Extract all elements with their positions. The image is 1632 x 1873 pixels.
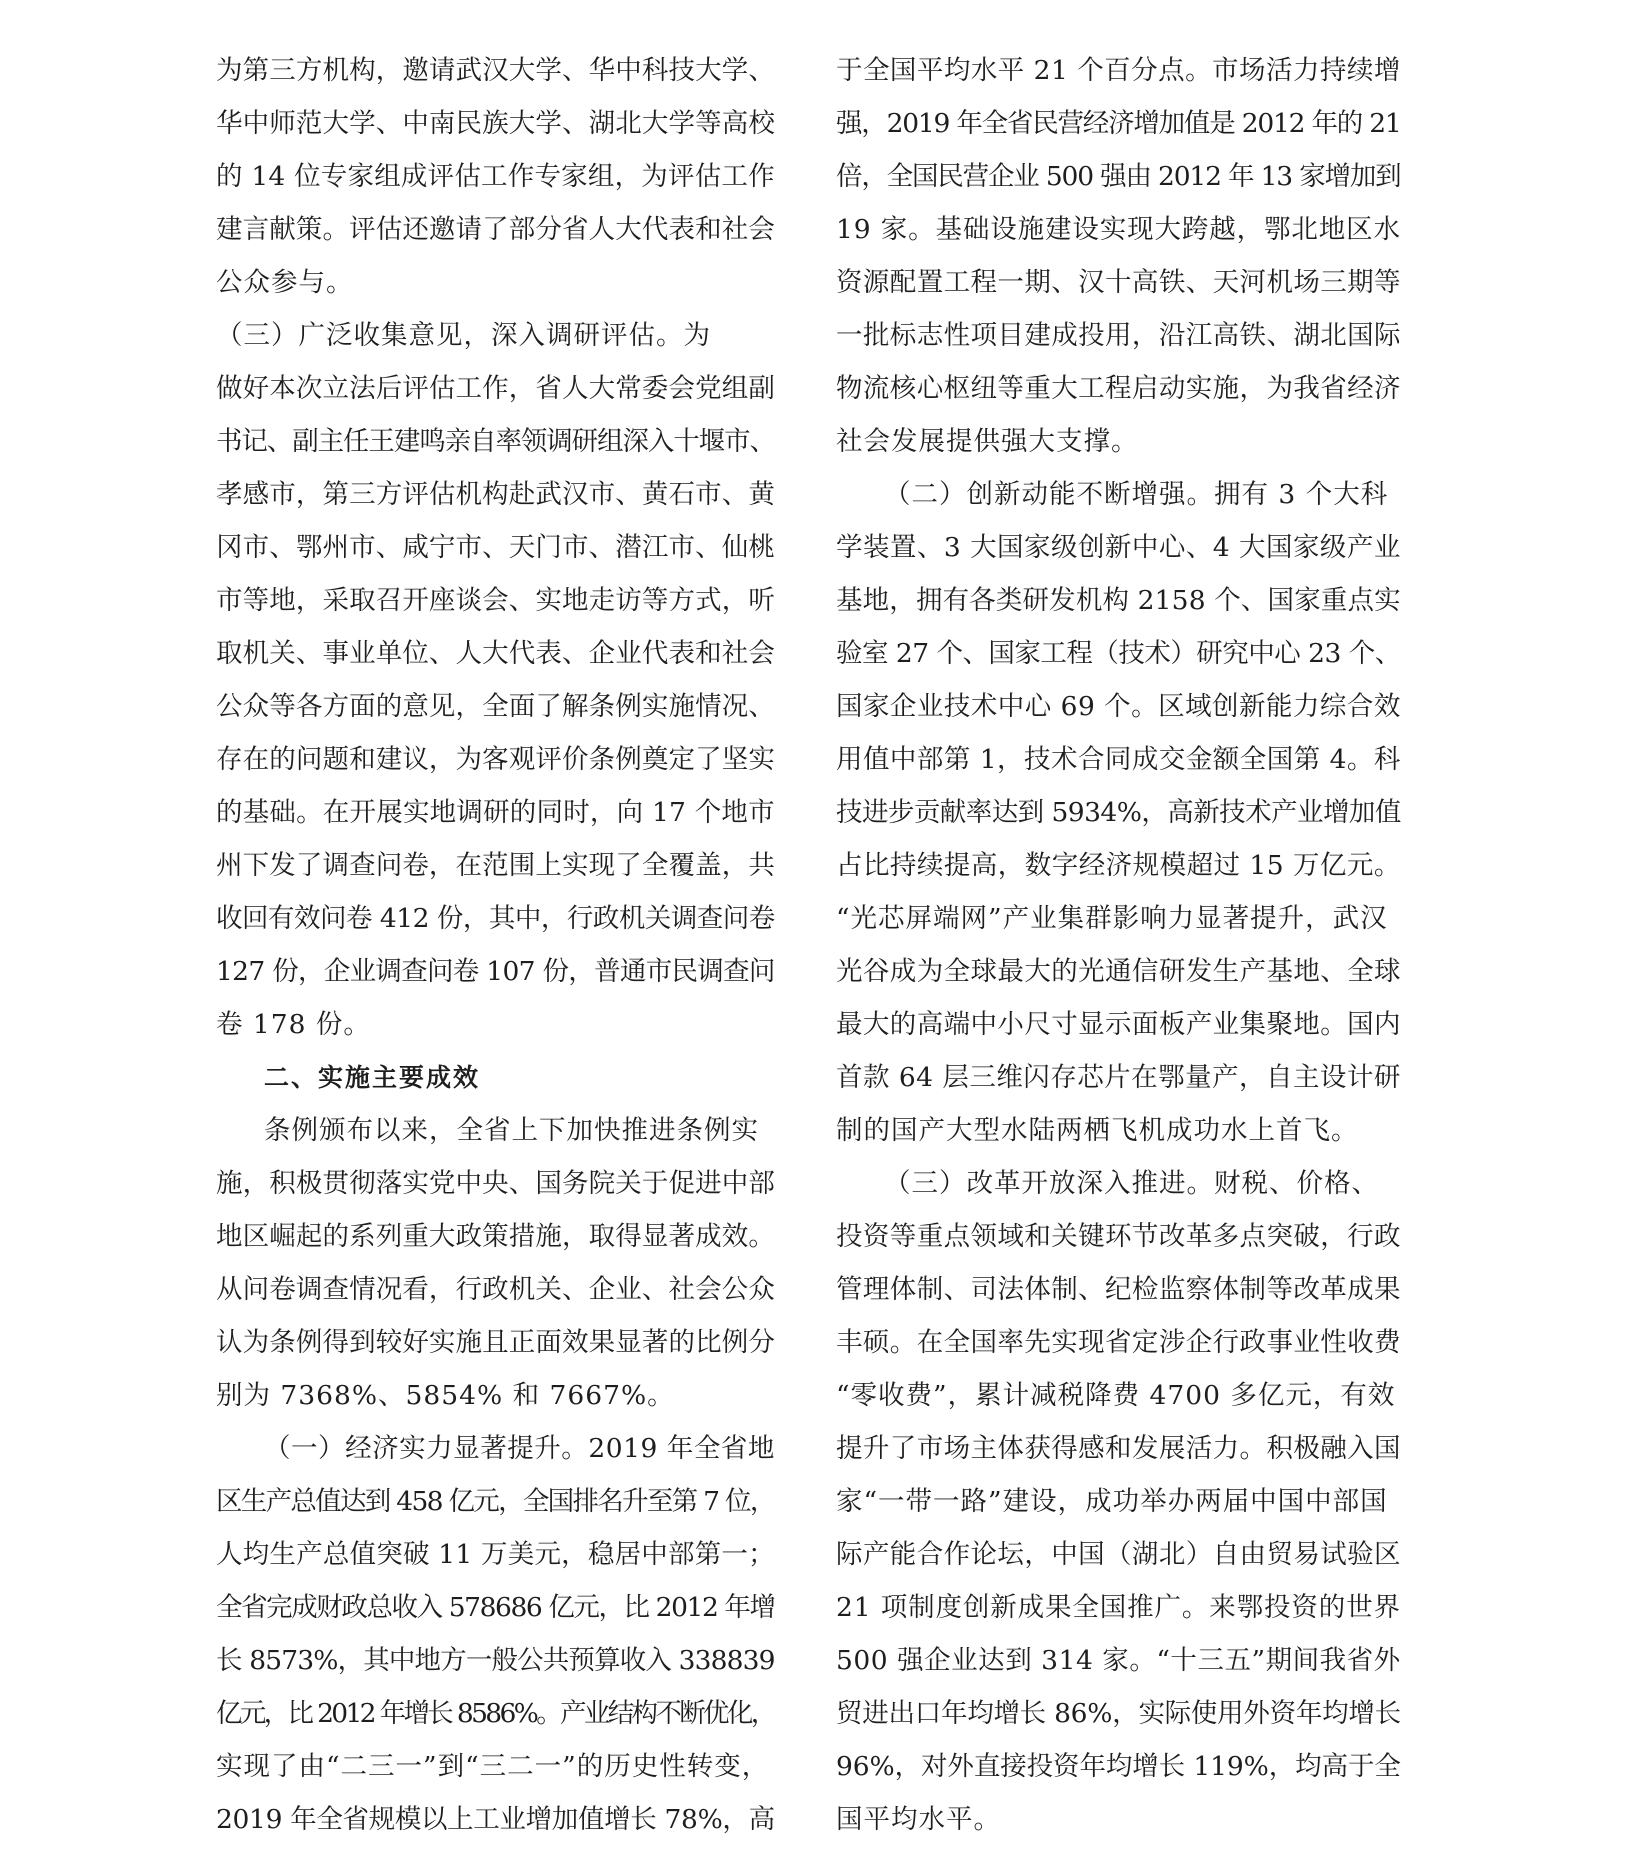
text-line: 96%，对外直接投资年均增长 119%，均高于全 bbox=[836, 1751, 1401, 1782]
text-line: “光芯屏端网”产业集群影响力显著提升，武汉 bbox=[836, 903, 1388, 934]
text-line: 投资等重点领域和关键环节改革多点突破，行政 bbox=[836, 1221, 1401, 1252]
text-line: 长 8573%，其中地方一般公共预算收入 338839 bbox=[216, 1645, 775, 1676]
paragraph-start-line: （三）改革开放深入推进。财税、价格、 bbox=[884, 1168, 1379, 1199]
text-line: 500 强企业达到 314 家。“十三五”期间我省外 bbox=[836, 1645, 1401, 1676]
text-line: 做好本次立法后评估工作，省人大常委会党组副 bbox=[216, 373, 775, 404]
text-line: 倍，全国民营企业 500 强由 2012 年 13 家增加到 bbox=[836, 161, 1401, 192]
text-line: 认为条例得到较好实施且正面效果显著的比例分 bbox=[216, 1327, 775, 1358]
text-line: 一批标志性项目建成投用，沿江高铁、湖北国际 bbox=[836, 320, 1401, 351]
text-line: 亿元，比 2012 年增长 8586%。产业结构不断优化， bbox=[216, 1698, 775, 1729]
text-line: 于全国平均水平 21 个百分点。市场活力持续增 bbox=[836, 55, 1401, 86]
text-line: 市等地，采取召开座谈会、实地走访等方式，听 bbox=[216, 585, 775, 616]
text-line: 社会发展提供强大支撑。 bbox=[836, 426, 1139, 457]
text-line: 为第三方机构，邀请武汉大学、华中科技大学、 bbox=[216, 55, 775, 86]
text-line: 建言献策。评估还邀请了部分省人大代表和社会 bbox=[216, 214, 775, 245]
text-line: 技进步贡献率达到 5934%，高新技术产业增加值 bbox=[836, 797, 1401, 828]
text-line: 首款 64 层三维闪存芯片在鄂量产，自主设计研 bbox=[836, 1062, 1401, 1093]
section-heading: 二、实施主要成效 bbox=[264, 1063, 481, 1092]
text-line: 管理体制、司法体制、纪检监察体制等改革成果 bbox=[836, 1274, 1401, 1305]
text-line: 实现了由“二三一”到“三二一”的历史性转变， bbox=[216, 1751, 770, 1782]
text-line: 强，2019 年全省民营经济增加值是 2012 年的 21 bbox=[836, 108, 1401, 139]
text-line: 收回有效问卷 412 份，其中，行政机关调查问卷 bbox=[216, 903, 775, 934]
text-line: 丰硕。在全国率先实现省定涉企行政事业性收费 bbox=[836, 1327, 1401, 1358]
right-text-column bbox=[836, 44, 1402, 1846]
text-line: 19 家。基础设施建设实现大跨越，鄂北地区水 bbox=[836, 214, 1401, 245]
text-line: 用值中部第 1，技术合同成交金额全国第 4。科 bbox=[836, 744, 1401, 775]
text-line: 地区崛起的系列重大政策措施，取得显著成效。 bbox=[216, 1221, 775, 1252]
text-line: 冈市、鄂州市、咸宁市、天门市、潜江市、仙桃 bbox=[216, 532, 775, 563]
text-line: 验室 27 个、国家工程（技术）研究中心 23 个、 bbox=[836, 638, 1401, 669]
text-line: 的基础。在开展实地调研的同时，向 17 个地市 bbox=[216, 797, 775, 828]
text-line: 州下发了调查问卷，在范围上实现了全覆盖，共 bbox=[216, 850, 775, 881]
text-line: 国平均水平。 bbox=[836, 1804, 1001, 1835]
text-line: 卷 178 份。 bbox=[216, 1009, 371, 1040]
text-line: 别为 7368%、5854% 和 7667%。 bbox=[216, 1380, 675, 1411]
text-line: 孝感市，第三方评估机构赴武汉市、黄石市、黄 bbox=[216, 479, 775, 510]
text-line: 学装置、3 大国家级创新中心、4 大国家级产业 bbox=[836, 532, 1401, 563]
paragraph-start-line: 条例颁布以来，全省上下加快推进条例实 bbox=[264, 1115, 759, 1146]
text-line: 光谷成为全球最大的光通信研发生产基地、全球 bbox=[836, 956, 1401, 987]
text-line: 华中师范大学、中南民族大学、湖北大学等高校 bbox=[216, 108, 775, 139]
text-line: 家“一带一路”建设，成功举办两届中国中部国 bbox=[836, 1486, 1388, 1517]
text-line: “零收费”，累计减税降费 4700 多亿元，有效 bbox=[836, 1380, 1396, 1411]
text-line: 书记、副主任王建鸣亲自率领调研组深入十堰市、 bbox=[216, 426, 775, 457]
text-line: 存在的问题和建议，为客观评价条例奠定了坚实 bbox=[216, 744, 775, 775]
text-line: 最大的高端中小尺寸显示面板产业集聚地。国内 bbox=[836, 1009, 1401, 1040]
text-line: 公众参与。 bbox=[216, 267, 354, 298]
paragraph-start-line: （三）广泛收集意见，深入调研评估。为 bbox=[216, 320, 711, 351]
text-line: 际产能合作论坛，中国（湖北）自由贸易试验区 bbox=[836, 1539, 1401, 1570]
text-line: 全省完成财政总收入 578686 亿元，比 2012 年增 bbox=[216, 1592, 775, 1623]
text-line: 21 项制度创新成果全国推广。来鄂投资的世界 bbox=[836, 1592, 1401, 1623]
text-line: 的 14 位专家组成评估工作专家组，为评估工作 bbox=[216, 161, 775, 192]
text-line: 国家企业技术中心 69 个。区域创新能力综合效 bbox=[836, 691, 1401, 722]
text-line: 区生产总值达到 458 亿元，全国排名升至第 7 位， bbox=[216, 1486, 775, 1517]
text-line: 从问卷调查情况看，行政机关、企业、社会公众 bbox=[216, 1274, 775, 1305]
text-line: 基地，拥有各类研发机构 2158 个、国家重点实 bbox=[836, 585, 1401, 616]
text-line: 人均生产总值突破 11 万美元，稳居中部第一； bbox=[216, 1539, 775, 1570]
text-line: 占比持续提高，数字经济规模超过 15 万亿元。 bbox=[836, 850, 1401, 881]
text-line: 物流核心枢纽等重大工程启动实施，为我省经济 bbox=[836, 373, 1401, 404]
text-line: 制的国产大型水陆两栖飞机成功水上首飞。 bbox=[836, 1115, 1359, 1146]
text-line: 127 份，企业调查问卷 107 份，普通市民调查问 bbox=[216, 956, 775, 987]
text-line: 提升了市场主体获得感和发展活力。积极融入国 bbox=[836, 1433, 1401, 1464]
paragraph-start-line: （二）创新动能不断增强。拥有 3 个大科 bbox=[884, 479, 1389, 510]
paragraph-start-line: （一）经济实力显著提升。2019 年全省地 bbox=[264, 1433, 775, 1464]
text-line: 资源配置工程一期、汉十高铁、天河机场三期等 bbox=[836, 267, 1401, 298]
text-line: 公众等各方面的意见，全面了解条例实施情况、 bbox=[216, 691, 775, 722]
left-text-column bbox=[216, 44, 776, 1846]
text-line: 取机关、事业单位、人大代表、企业代表和社会 bbox=[216, 638, 775, 669]
text-line: 2019 年全省规模以上工业增加值增长 78%，高 bbox=[216, 1804, 775, 1835]
text-line: 施，积极贯彻落实党中央、国务院关于促进中部 bbox=[216, 1168, 775, 1199]
text-line: 贸进出口年均增长 86%，实际使用外资年均增长 bbox=[836, 1698, 1401, 1729]
